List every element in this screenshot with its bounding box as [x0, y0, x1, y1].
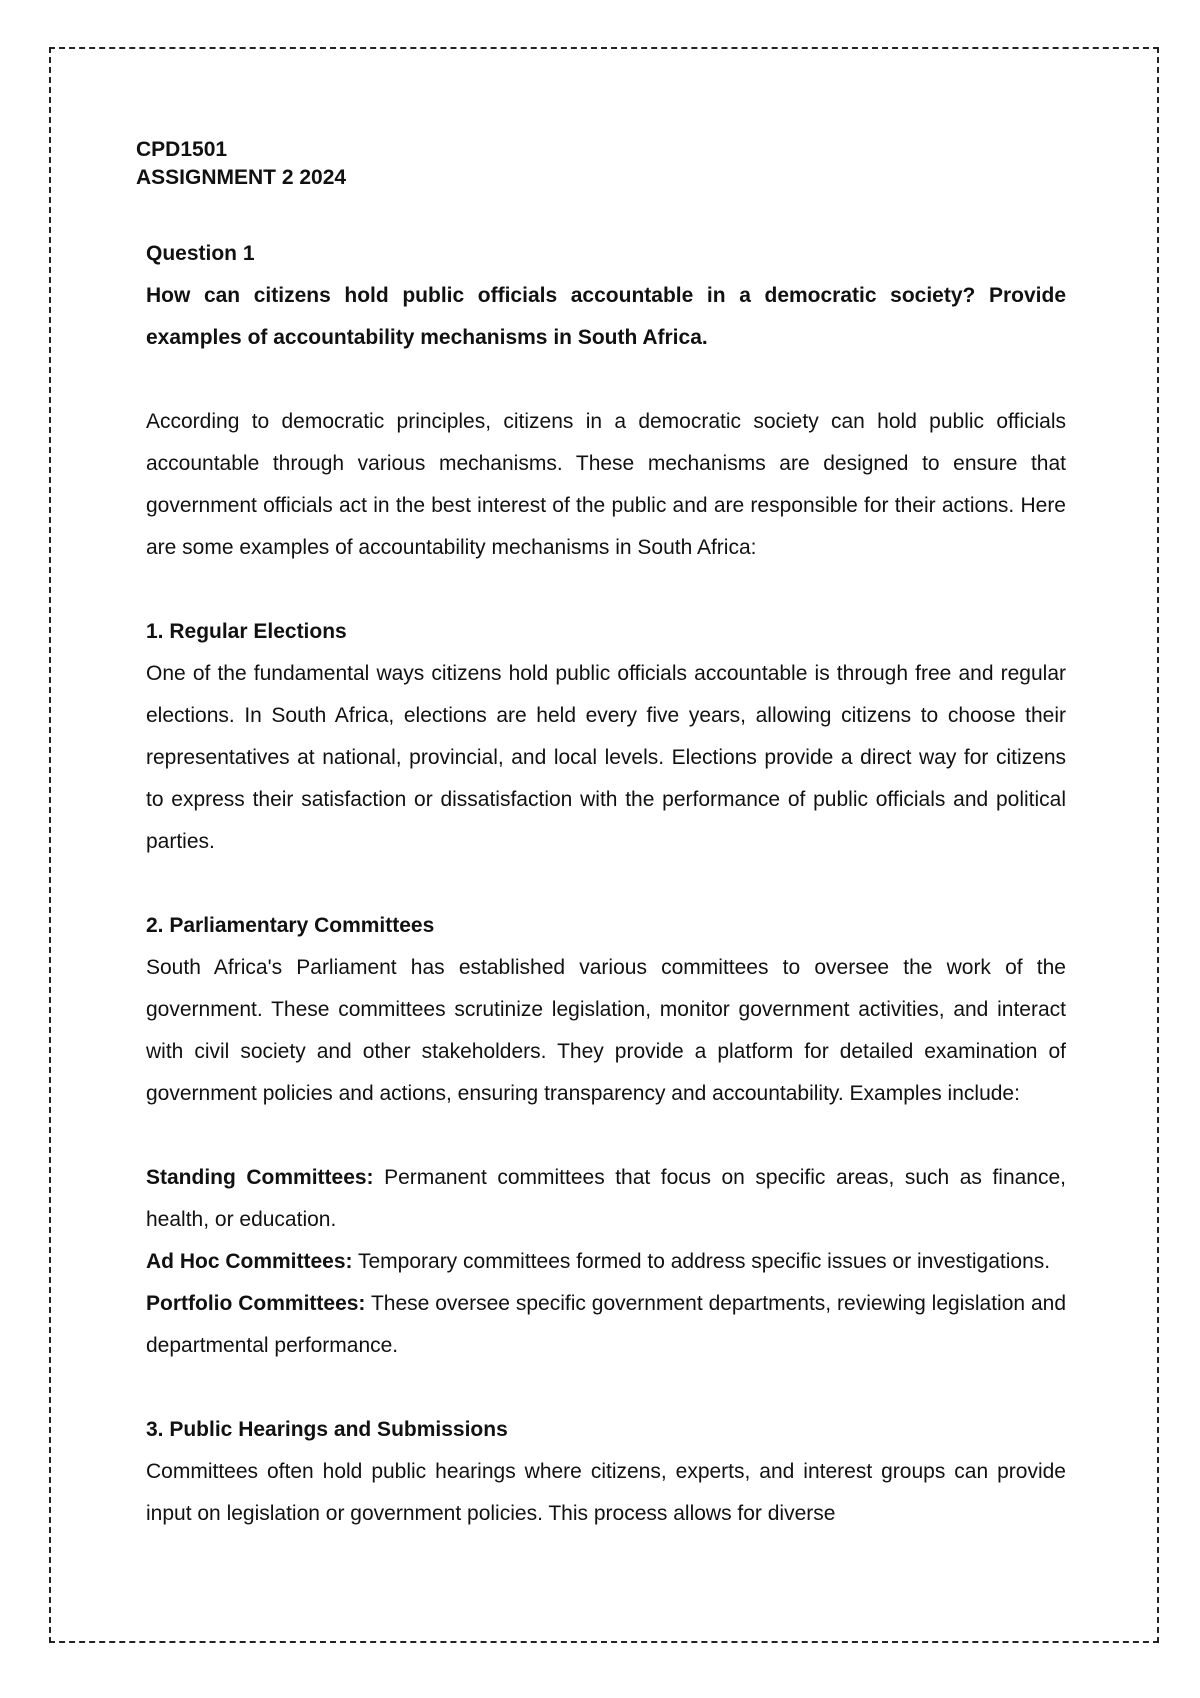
committee-desc: Permanent committees that focus on specific areas, such as finance, health, or education. — [146, 1166, 1066, 1231]
course-code: CPD1501 — [136, 138, 228, 161]
committee-term: Ad Hoc Committees: — [146, 1250, 353, 1273]
section-body: Committees often hold public hearings where citizens, experts, and interest groups can provide input on legislation or government policies. This process allows for diverse — [146, 1460, 1066, 1525]
question-label: Question 1 — [146, 242, 255, 265]
committee-desc: Temporary committees formed to address specific issues or investigations. — [352, 1250, 1051, 1273]
section-heading: 2. Parliamentary Committees — [146, 914, 435, 937]
section-body: One of the fundamental ways citizens hold public officials accountable is through free and regular elections. In South Africa, elections are held every five years, allowing citizens to choose their representatives at national, provincial, and local levels. Elections provide a direct way for citizens to express their satisfaction or dissatisfaction with the performance of public officials and political parties. — [146, 662, 1066, 853]
intro-paragraph: According to democratic principles, citizens in a democratic society can hold public officials accountable through various mechanisms. These mechanisms are designed to ensure that government officials act in the best interest of the public and are responsible for their actions. Here are some examples of accountability mechanisms in South Africa: — [146, 410, 1066, 559]
committee-term: Standing Committees: — [146, 1166, 374, 1189]
committee-item — [146, 1283, 1066, 1367]
document-header — [136, 136, 346, 192]
committee-term: Portfolio Committees: — [146, 1292, 366, 1315]
assignment-title: ASSIGNMENT 2 2024 — [136, 166, 347, 189]
section-body: South Africa's Parliament has established various committees to oversee the work of the government. These committees scrutinize legislation, monitor government activities, and interact with civil society and other stakeholders. They provide a platform for detailed examination of government policies and actions, ensuring transparency and accountability. Examples include: — [146, 956, 1066, 1105]
committee-desc: These oversee specific government departments, reviewing legislation and departmental performance. — [146, 1292, 1066, 1357]
committee-item — [146, 1241, 1066, 1283]
question-text: How can citizens hold public officials accountable in a democratic society? Provide examples of accountability mechanisms in South Africa. — [146, 284, 1066, 349]
section-heading: 3. Public Hearings and Submissions — [146, 1418, 508, 1441]
document-body — [146, 233, 1066, 1535]
section-heading: 1. Regular Elections — [146, 620, 347, 643]
committee-item — [146, 1157, 1066, 1241]
